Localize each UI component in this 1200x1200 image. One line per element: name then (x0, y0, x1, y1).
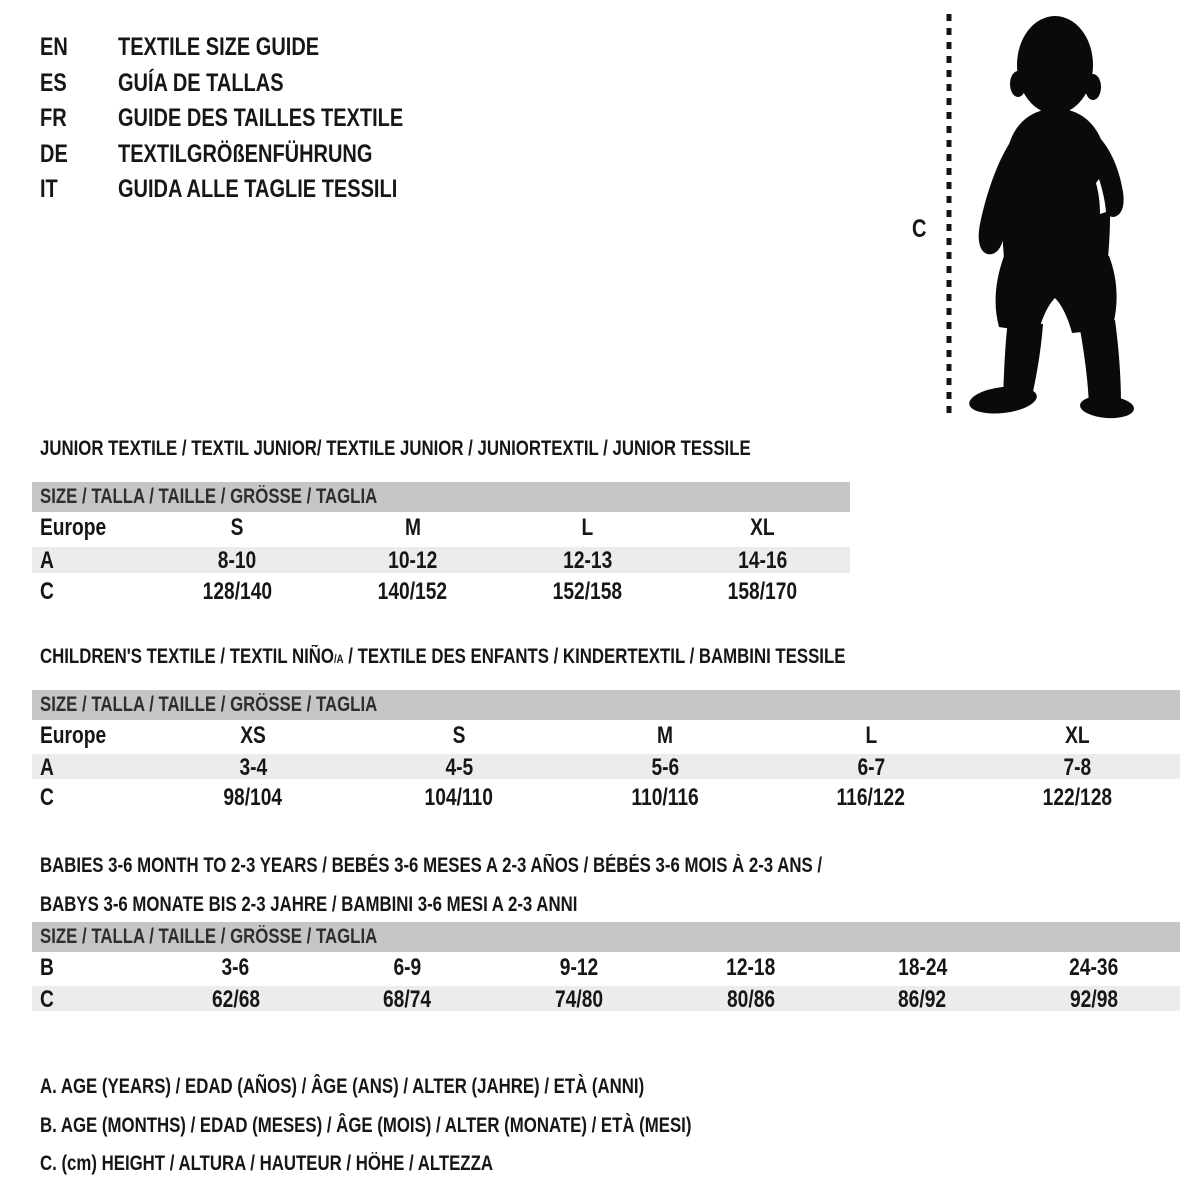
height-cell: 122/128 (1042, 783, 1112, 811)
children-size-table (32, 690, 1180, 813)
height-cell: 92/98 (1070, 986, 1119, 1013)
size-cell: M (404, 514, 421, 541)
age-cell: 7-8 (1063, 754, 1091, 781)
junior-section-heading: JUNIOR TEXTILE / TEXTIL JUNIOR/ TEXTILE JUNIOR / JUNIORTEXTIL / JUNIOR TESSILE (40, 437, 751, 460)
months-cell: 3-6 (221, 953, 250, 981)
size-cell: L (865, 721, 877, 749)
size-cell: XL (750, 514, 775, 541)
height-cell: 74/80 (555, 986, 604, 1013)
row-label-cell: Europe (40, 514, 107, 541)
size-cell: XS (240, 721, 266, 749)
height-cell: 110/116 (631, 783, 699, 811)
table-row-europe (32, 512, 850, 544)
size-header-bar: SIZE / TALLA / TAILLE / GRÖSSE / TAGLIA (32, 690, 1180, 720)
babies-section-heading: BABIES 3-6 MONTH TO 2-3 YEARS / BEBÉS 3-6 MESES A 2-3 AÑOS / BÉBÉS 3-6 MOIS À 2-3 ANS / BABYS 3-6 MONATE BIS 2-3 JAHRE / BAMBINI 3-6 MESI A 2-3 ANNI (40, 854, 823, 916)
language-code: DE (40, 139, 68, 168)
babies-size-table (32, 922, 1180, 1014)
height-cell: 86/92 (898, 986, 947, 1013)
height-cell: 128/140 (202, 578, 273, 605)
height-cell: 68/74 (383, 986, 432, 1013)
height-cell: 116/122 (836, 783, 906, 811)
table-row-age (32, 751, 1180, 782)
row-label-cell: C (40, 986, 54, 1013)
height-label-c: C (912, 215, 927, 243)
height-measure-dotted-line (944, 12, 954, 418)
language-title-list (40, 30, 475, 208)
language-row (40, 30, 475, 66)
height-cell: 80/86 (726, 986, 775, 1013)
guide-title: GUIDE DES TAILLES TEXTILE (118, 104, 404, 132)
size-cell: S (231, 514, 244, 541)
legend-line-a: A. AGE (YEARS) / EDAD (AÑOS) / ÂGE (ANS) / ALTER (JAHRE) / ETÀ (ANNI) (40, 1075, 645, 1098)
months-cell: 6-9 (393, 953, 422, 981)
table-row-height (32, 782, 1180, 813)
months-cell: 12-18 (726, 953, 776, 981)
row-label-cell: A (40, 754, 54, 781)
height-cell: 140/152 (377, 578, 448, 605)
language-code: FR (40, 104, 67, 132)
language-code: EN (40, 33, 68, 61)
junior-size-table (32, 482, 850, 608)
language-row (40, 137, 475, 173)
height-cell: 158/170 (727, 578, 798, 605)
guide-title: TEXTILGRÖßENFÜHRUNG (118, 139, 373, 168)
row-label-cell: C (40, 578, 54, 605)
language-row (40, 172, 475, 208)
size-cell: L (581, 514, 594, 541)
height-cell: 98/104 (223, 783, 283, 811)
language-code: ES (40, 68, 67, 97)
table-row-europe (32, 720, 1180, 751)
table-row-age (32, 544, 850, 576)
language-row (40, 66, 475, 102)
height-cell: 62/68 (211, 986, 260, 1013)
guide-title: GUÍA DE TALLAS (118, 68, 284, 97)
age-cell: 12-13 (562, 547, 613, 574)
measure-legend (40, 1068, 854, 1184)
row-label-cell: A (40, 547, 54, 574)
age-cell: 10-12 (387, 547, 438, 574)
legend-line-b: B. AGE (MONTHS) / EDAD (MESES) / ÂGE (MOIS) / ALTER (MONATE) / ETÀ (MESI) (40, 1113, 692, 1137)
size-cell: M (657, 721, 673, 749)
children-section-heading: CHILDREN'S TEXTILE / TEXTIL NIÑO/A / TEXTILE DES ENFANTS / KINDERTEXTIL / BAMBINI TESSILE (40, 645, 846, 668)
table-row-months (32, 952, 1180, 983)
row-label-cell: B (40, 953, 54, 981)
language-code: IT (40, 175, 58, 203)
age-cell: 5-6 (651, 754, 679, 781)
legend-line-c: C. (cm) HEIGHT / ALTURA / HAUTEUR / HÖHE / ALTEZZA (40, 1152, 493, 1175)
row-label-cell: Europe (40, 721, 107, 749)
table-row-height (32, 983, 1180, 1014)
row-label-cell: C (40, 783, 54, 811)
age-cell: 3-4 (239, 754, 267, 781)
height-cell: 104/110 (424, 783, 494, 811)
nino-a-small-text: /A (333, 652, 344, 666)
size-header-bar: SIZE / TALLA / TAILLE / GRÖSSE / TAGLIA (32, 482, 850, 512)
guide-title: TEXTILE SIZE GUIDE (118, 33, 320, 61)
months-cell: 9-12 (559, 953, 599, 981)
height-cell: 152/158 (552, 578, 623, 605)
language-row (40, 101, 475, 137)
months-cell: 24-36 (1069, 953, 1119, 981)
guide-title: GUIDA ALLE TAGLIE TESSILI (118, 175, 398, 203)
size-header-bar: SIZE / TALLA / TAILLE / GRÖSSE / TAGLIA (32, 922, 1180, 952)
months-cell: 18-24 (897, 953, 948, 981)
baby-silhouette-icon (958, 8, 1158, 422)
age-cell: 6-7 (857, 754, 885, 781)
size-cell: S (452, 721, 466, 749)
age-cell: 4-5 (445, 754, 473, 781)
size-cell: XL (1064, 721, 1090, 749)
age-cell: 14-16 (737, 547, 788, 574)
age-cell: 8-10 (218, 547, 257, 574)
table-row-height (32, 576, 850, 608)
